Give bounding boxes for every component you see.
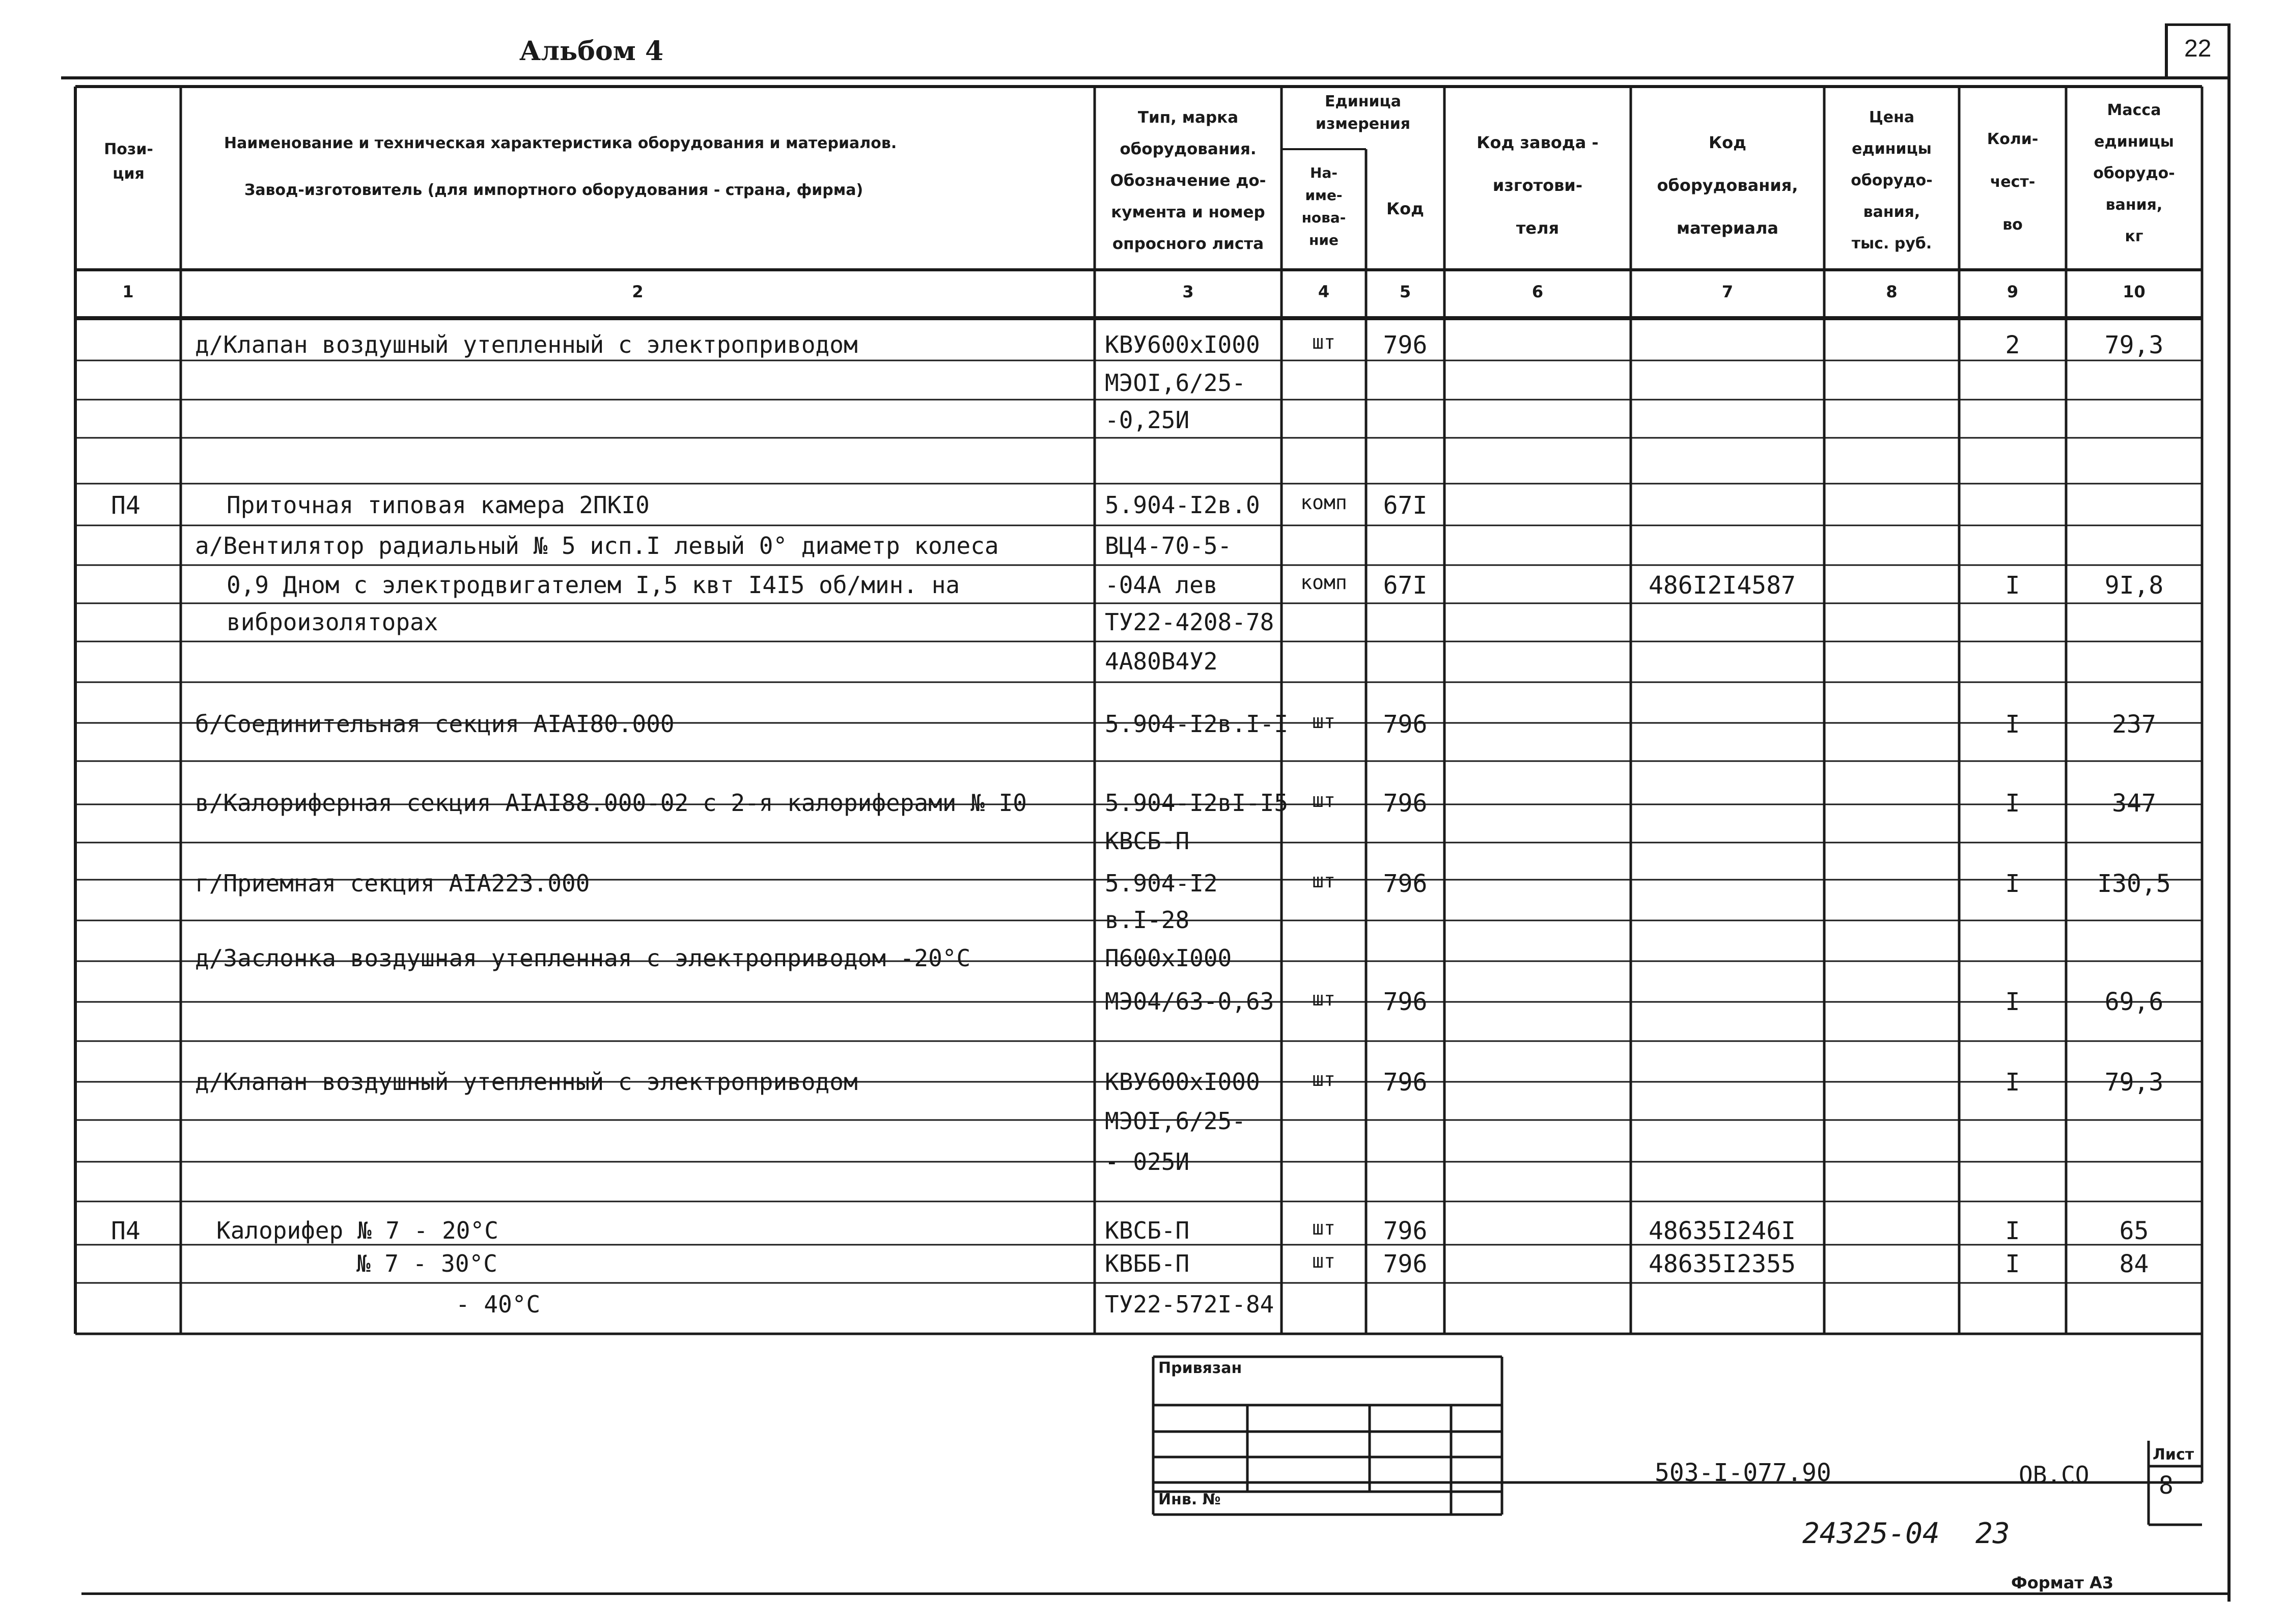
- header-position: Пози- ция: [104, 141, 153, 183]
- table-cell-c3: П600хI000: [1105, 944, 1232, 972]
- table-cell-c3: МЭОI,6/25-: [1105, 1107, 1246, 1135]
- column-number: 4: [1318, 282, 1330, 301]
- table-cell-c5: 796: [1383, 789, 1428, 818]
- table-cell-c2: б/Соединительная секция АIАI80.000: [195, 710, 675, 738]
- table-cell-c3: КВББ-П: [1105, 1250, 1190, 1277]
- table-cell-c2: Калорифер № 7 - 20°С: [216, 1217, 498, 1244]
- column-number: 6: [1531, 282, 1544, 301]
- table-cell-c5: 796: [1383, 1250, 1428, 1278]
- column-number: 3: [1182, 282, 1194, 301]
- table-cell-c3: 5.904-I2в.0: [1105, 491, 1260, 519]
- table-cell-c3: 5.904-I2вI-I5: [1105, 789, 1289, 817]
- table-cell-c3: в.I-28: [1105, 906, 1190, 934]
- table-cell-c3: МЭОI,6/25-: [1105, 369, 1246, 397]
- table-cell-c4: шт: [1312, 1217, 1335, 1239]
- table-cell-c4: комп: [1300, 491, 1347, 514]
- table-cell-c3: ТУ22-572I-84: [1105, 1291, 1274, 1318]
- table-cell-c4: шт: [1312, 1068, 1335, 1090]
- table-cell-c5: 67I: [1383, 571, 1428, 600]
- stamp-inv-no: Инв. №: [1158, 1491, 1221, 1508]
- table-cell-c4: шт: [1312, 1250, 1335, 1272]
- header-mass: Масса единицы оборудо- вания, кг: [2093, 101, 2175, 245]
- table-cell-c4: шт: [1312, 988, 1335, 1010]
- list-number: 8: [2159, 1471, 2173, 1500]
- table-cell-c7: 486I2I4587: [1649, 571, 1796, 600]
- table-cell-c4: шт: [1312, 870, 1335, 892]
- table-cell-c10: 69,6: [2104, 988, 2164, 1016]
- table-cell-c10: 65: [2119, 1217, 2149, 1245]
- table-cell-c5: 796: [1383, 710, 1428, 739]
- table-cell-c5: 796: [1383, 1217, 1428, 1245]
- table-cell-c5: 796: [1383, 870, 1428, 898]
- table-cell-c3: КВСБ-П: [1105, 1217, 1190, 1244]
- header-name-line2: Завод-изготовитель (для импортного оборудования - страна, фирма): [244, 181, 863, 199]
- column-number: 8: [1886, 282, 1898, 301]
- doc-suffix: ОВ.СО: [2019, 1461, 2089, 1489]
- table-cell-c2: виброизоляторах: [227, 608, 438, 636]
- table-cell-c3: КВСБ-П: [1105, 827, 1190, 855]
- column-number: 7: [1721, 282, 1734, 301]
- column-number: 2: [632, 282, 644, 301]
- header-quantity: Коли- чест- во: [1987, 130, 2039, 234]
- table-cell-c2: д/Клапан воздушный утепленный с электроприводом: [195, 331, 858, 358]
- table-cell-c2: г/Приемная секция АIА223.000: [195, 870, 590, 897]
- header-equipment-code: Код оборудования, материала: [1657, 133, 1798, 238]
- header-type: Тип, марка оборудования. Обозначение до- кумента и номер опросного листа: [1110, 108, 1266, 253]
- table-cell-c2: д/Клапан воздушный утепленный с электроприводом: [195, 1068, 858, 1096]
- table-cell-c9: I: [2005, 1217, 2020, 1245]
- table-cell-c5: 796: [1383, 988, 1428, 1016]
- table-cell-c9: I: [2005, 988, 2020, 1016]
- table-cell-c10: 79,3: [2104, 331, 2164, 359]
- header-unit: Единица измерения: [1315, 93, 1411, 133]
- table-cell-c1: П4: [111, 491, 141, 520]
- table-cell-c2: - 40°С: [456, 1291, 541, 1318]
- format-label: Формат А3: [2011, 1573, 2114, 1592]
- table-cell-c4: комп: [1300, 571, 1347, 594]
- table-cell-c9: 2: [2005, 331, 2020, 359]
- table-cell-c10: 347: [2112, 789, 2156, 818]
- column-number: 10: [2123, 282, 2145, 301]
- table-cell-c3: 4А80В4У2: [1105, 648, 1218, 675]
- table-cell-c3: -0,25И: [1105, 406, 1190, 434]
- table-cell-c3: КВУ600хI000: [1105, 331, 1260, 358]
- list-label: Лист: [2153, 1446, 2194, 1464]
- table-cell-c3: 5.904-I2в.I-I: [1105, 710, 1289, 738]
- table-cell-c2: 0,9 Дном с электродвигателем I,5 квт I4I5 об/мин. на: [227, 571, 960, 599]
- table-cell-c2: а/Вентилятор радиальный № 5 исп.I левый 0° диаметр колеса: [195, 532, 999, 559]
- table-cell-c3: ВЦ4-70-5-: [1105, 532, 1232, 559]
- table-cell-c3: МЭ04/63-0,63: [1105, 988, 1274, 1015]
- table-cell-c3: -04А лев: [1105, 571, 1218, 599]
- header-unit-code: Код: [1386, 199, 1424, 218]
- table-cell-c4: шт: [1312, 331, 1335, 353]
- album-title: Альбом 4: [519, 36, 664, 67]
- table-cell-c7: 48635I2355: [1649, 1250, 1796, 1278]
- table-cell-c9: I: [2005, 710, 2020, 739]
- table-cell-c2: Приточная типовая камера 2ПКI0: [227, 491, 650, 519]
- table-cell-c3: ТУ22-4208-78: [1105, 608, 1274, 636]
- table-cell-c10: 84: [2119, 1250, 2149, 1278]
- table-cell-c10: 9I,8: [2104, 571, 2164, 600]
- table-cell-c1: П4: [111, 1217, 141, 1245]
- doc-code: 503-I-077.90: [1655, 1459, 1831, 1487]
- stamp-privyazan: Привязан: [1158, 1359, 1242, 1377]
- handwritten-page: 23: [1975, 1517, 2010, 1550]
- table-cell-c3: КВУ600хI000: [1105, 1068, 1260, 1096]
- table-cell-c3: - 025И: [1105, 1148, 1190, 1175]
- table-cell-c4: шт: [1312, 789, 1335, 811]
- table-cell-c5: 796: [1383, 1068, 1428, 1097]
- table-cell-c9: I: [2005, 870, 2020, 898]
- table-cell-c10: I30,5: [2097, 870, 2171, 898]
- table-cell-c5: 796: [1383, 331, 1428, 359]
- sheet-number-top: 22: [2184, 35, 2212, 62]
- column-number: 1: [122, 282, 134, 301]
- header-name-line1: Наименование и техническая характеристика оборудования и материалов.: [224, 134, 897, 152]
- handwritten-number: 24325-04: [1802, 1517, 1940, 1550]
- table-cell-c10: 79,3: [2104, 1068, 2164, 1097]
- table-cell-c4: шт: [1312, 710, 1335, 733]
- table-cell-c7: 48635I246I: [1649, 1217, 1796, 1245]
- header-unit-name: На- име- нова- ние: [1301, 164, 1346, 248]
- table-cell-c10: 237: [2112, 710, 2156, 739]
- table-cell-c2: в/Калориферная секция АIАI88.000-02 с 2-я калориферами № I0: [195, 789, 1027, 817]
- table-cell-c3: 5.904-I2: [1105, 870, 1218, 897]
- header-factory-code: Код завода - изготови- теля: [1476, 133, 1599, 238]
- table-cell-c2: № 7 - 30°С: [356, 1250, 497, 1277]
- column-number: 9: [2007, 282, 2019, 301]
- table-cell-c2: д/Заслонка воздушная утепленная с электроприводом -20°С: [195, 944, 971, 972]
- table-cell-c9: I: [2005, 571, 2020, 600]
- table-cell-c9: I: [2005, 789, 2020, 818]
- header-price: Цена единицы оборудо- вания, тыс. руб.: [1851, 108, 1933, 253]
- table-cell-c5: 67I: [1383, 491, 1428, 520]
- table-cell-c9: I: [2005, 1068, 2020, 1097]
- table-cell-c9: I: [2005, 1250, 2020, 1278]
- column-number: 5: [1399, 282, 1411, 301]
